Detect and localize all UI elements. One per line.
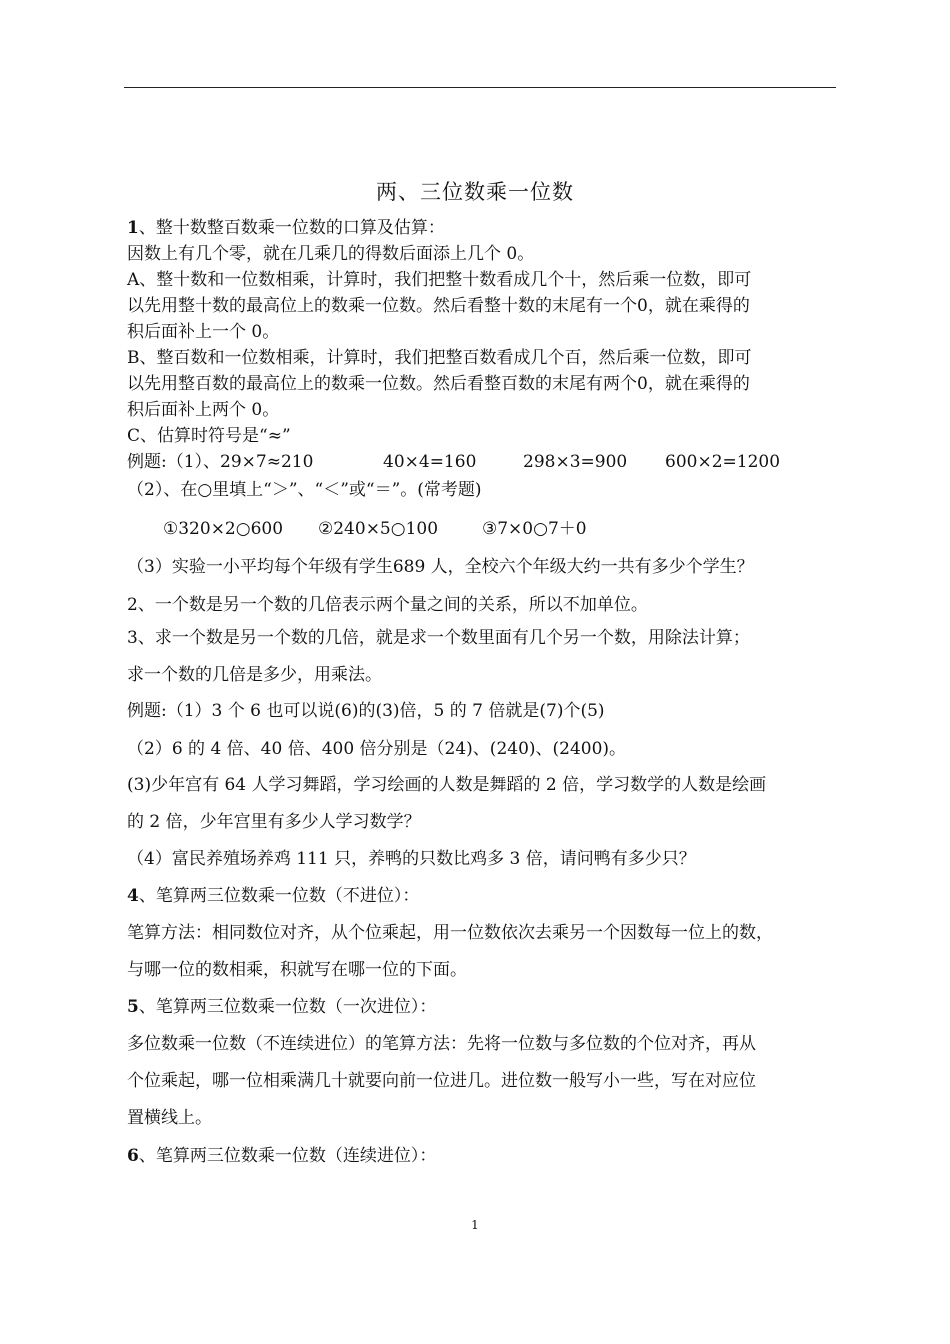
section-5-heading bbox=[127, 996, 436, 1018]
paragraph: 例题:（1）3 个 6 也可以说(6)的(3)倍，5 的 7 倍就是(7)个(5) bbox=[127, 701, 605, 721]
section-heading-text: 、整十数整百数乘一位数的口算及估算： bbox=[138, 218, 445, 238]
paragraph: 笔算方法：相同数位对齐，从个位乘起，用一位数依次去乘另一个因数每一位上的数， bbox=[127, 923, 773, 943]
page-title: 两、三位数乘一位数 bbox=[376, 180, 574, 204]
section-number: 6 bbox=[127, 1146, 139, 1166]
paragraph: 因数上有几个零，就在几乘几的得数后面添上几个 0。 bbox=[127, 244, 535, 264]
example-item: 600×2=1200 bbox=[665, 452, 781, 472]
paragraph: C、估算时符号是“≈” bbox=[127, 426, 291, 446]
paragraph: （2）6 的 4 倍、40 倍、400 倍分别是（24)、(240)、(2400)。 bbox=[127, 739, 627, 759]
paragraph: 积后面补上两个 0。 bbox=[127, 400, 280, 420]
paragraph: 求一个数的几倍是多少，用乘法。 bbox=[127, 665, 382, 685]
paragraph: 积后面补上一个 0。 bbox=[127, 322, 280, 342]
paragraph: A、整十数和一位数相乘，计算时，我们把整十数看成几个十，然后乘一位数，即可 bbox=[127, 270, 752, 290]
section-heading-text: 、笔算两三位数乘一位数（连续进位）： bbox=[138, 1146, 437, 1166]
section-number: 1 bbox=[127, 218, 139, 238]
paragraph: (3)少年宫有 64 人学习舞蹈，学习绘画的人数是舞蹈的 2 倍，学习数学的人数是绘画 bbox=[127, 775, 767, 795]
section-number: 4 bbox=[127, 886, 139, 906]
example-item: ①320×2○600 bbox=[163, 519, 284, 539]
page-number: 1 bbox=[471, 1218, 479, 1232]
paragraph: 个位乘起，哪一位相乘满几十就要向前一位进几。进位数一般写小一些，写在对应位 bbox=[127, 1071, 756, 1091]
paragraph: 置横线上。 bbox=[127, 1108, 212, 1128]
section-1-heading bbox=[127, 217, 445, 239]
section-4-heading bbox=[127, 885, 419, 907]
paragraph: 多位数乘一位数（不连续进位）的笔算方法：先将一位数与多位数的个位对齐，再从 bbox=[127, 1034, 756, 1054]
paragraph: （2）、在○里填上“＞”、“＜”或“＝”。(常考题) bbox=[127, 480, 482, 500]
paragraph: 的 2 倍，少年宫里有多少人学习数学？ bbox=[127, 812, 421, 832]
example-item: ③7×0○7＋0 bbox=[482, 519, 587, 539]
section-6-heading bbox=[127, 1145, 436, 1167]
paragraph: 与哪一位的数相乘，积就写在哪一位的下面。 bbox=[127, 960, 467, 980]
example-item: ②240×5○100 bbox=[318, 519, 439, 539]
paragraph: 以先用整十数的最高位上的数乘一位数。然后看整十数的末尾有一个0，就在乘得的 bbox=[127, 296, 750, 316]
header-rule bbox=[124, 87, 836, 88]
paragraph: （3）实验一小平均每个年级有学生689 人，全校六个年级大约一共有多少个学生？ bbox=[127, 557, 754, 577]
paragraph: 2、一个数是另一个数的几倍表示两个量之间的关系，所以不加单位。 bbox=[127, 595, 648, 615]
paragraph: B、整百数和一位数相乘，计算时，我们把整百数看成几个百，然后乘一位数，即可 bbox=[127, 348, 752, 368]
paragraph: 3、求一个数是另一个数的几倍，就是求一个数里面有几个另一个数，用除法计算； bbox=[127, 628, 750, 648]
paragraph: 以先用整百数的最高位上的数乘一位数。然后看整百数的末尾有两个0，就在乘得的 bbox=[127, 374, 750, 394]
paragraph: （4）富民养殖场养鸡 111 只，养鸭的只数比鸡多 3 倍，请问鸭有多少只？ bbox=[127, 849, 696, 869]
section-number: 5 bbox=[127, 997, 139, 1017]
example-item: 298×3=900 bbox=[523, 452, 628, 472]
example-item: 40×4=160 bbox=[383, 452, 477, 472]
example-item: 例题:（1）、29×7≈210 bbox=[127, 452, 314, 472]
section-heading-text: 、笔算两三位数乘一位数（不进位）： bbox=[138, 886, 420, 906]
section-heading-text: 、笔算两三位数乘一位数（一次进位）： bbox=[138, 997, 437, 1017]
